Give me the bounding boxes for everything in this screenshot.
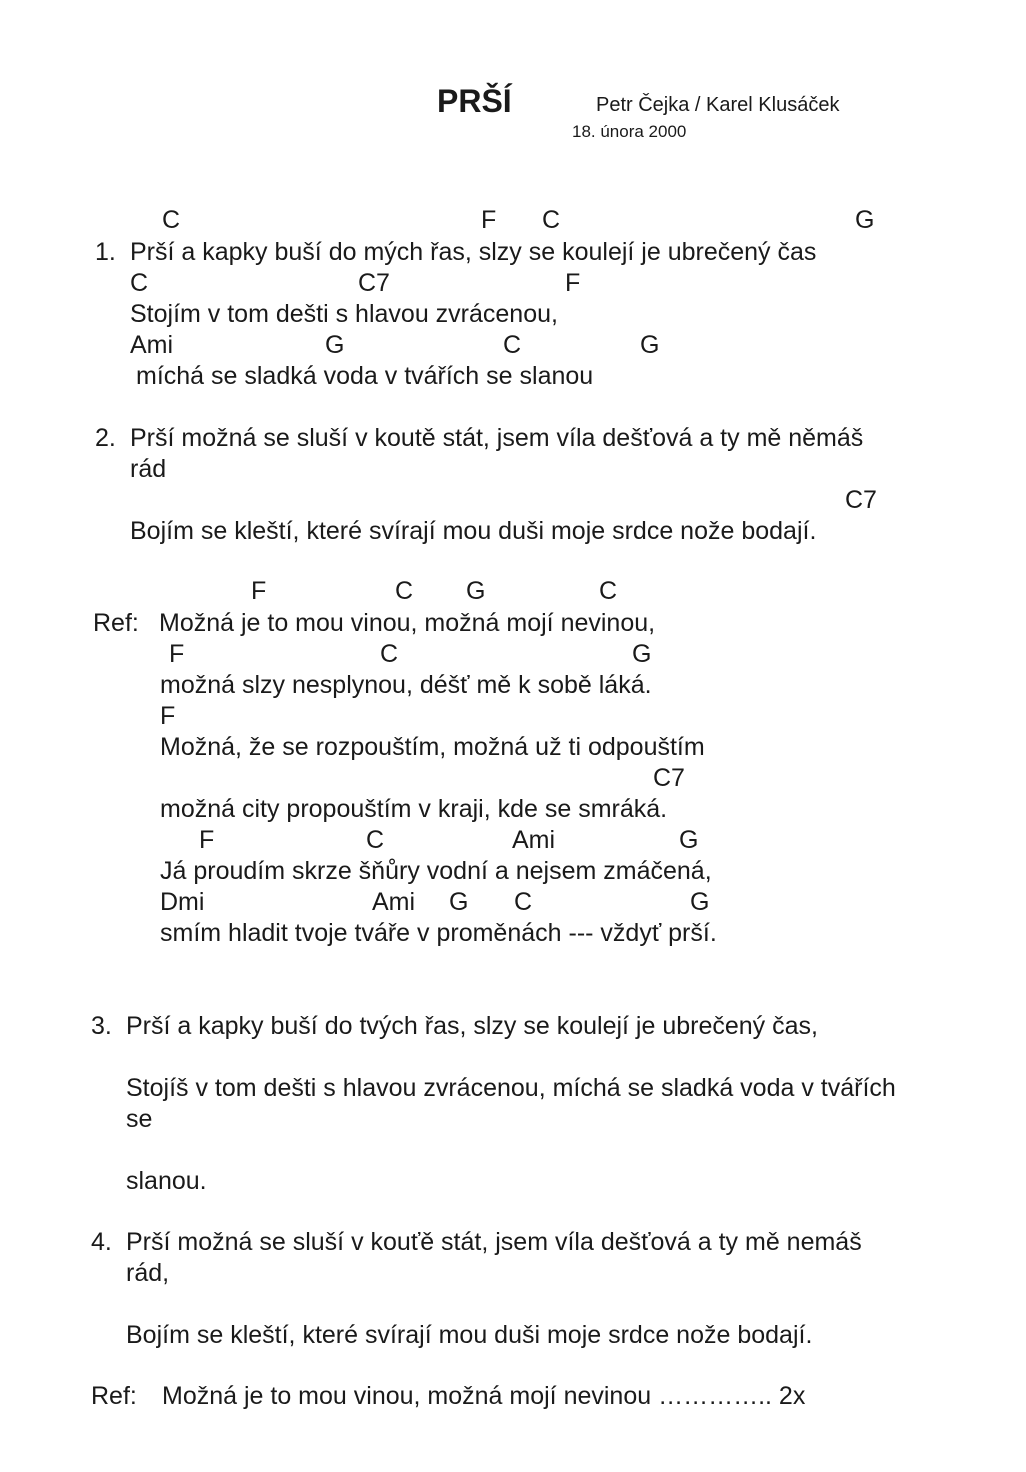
lyric-line-5: Prší a kapky buší do mých řas, slzy se koulejí je ubrečený čas: [130, 238, 817, 266]
song-date: 18. února 2000: [572, 122, 687, 141]
lyric-line-30: F: [160, 702, 176, 730]
lyric-line-32: C7: [653, 764, 685, 792]
lyric-line-10: Ami: [130, 331, 174, 359]
lyric-line-31: Možná, že se rozpouštím, možná už ti odpouštím: [160, 733, 705, 761]
lyric-line-48: se: [126, 1105, 153, 1133]
lyric-line-34: F: [199, 826, 215, 854]
lyric-line-15: 2.: [95, 424, 116, 452]
lyric-line-11: G: [325, 331, 345, 359]
lyric-line-35: C: [366, 826, 385, 854]
lyric-line-14: míchá se sladká voda v tvářích se slanou: [136, 362, 594, 390]
lyric-line-26: F: [169, 640, 185, 668]
lyric-line-24: Ref:: [93, 609, 139, 637]
lyric-line-3: G: [855, 206, 875, 234]
lyric-line-36: Ami: [512, 826, 556, 854]
lyric-line-17: rád: [130, 455, 167, 483]
lyric-line-53: Bojím se kleští, které svírají mou duši moje srdce nože bodají.: [126, 1321, 813, 1349]
lyric-line-55: Možná je to mou vinou, možná mojí nevinou ………….. 2x: [162, 1382, 806, 1410]
lyric-line-49: slanou.: [126, 1167, 207, 1195]
lyric-line-23: C: [599, 577, 618, 605]
lyric-line-25: Možná je to mou vinou, možná mojí nevinou,: [159, 609, 656, 637]
song-authors: Petr Čejka / Karel Klusáček: [596, 94, 840, 116]
lyric-line-44: smím hladit tvoje tváře v proměnách --- vždyť prší.: [160, 919, 717, 947]
lyric-line-9: Stojím v tom dešti s hlavou zvrácenou,: [130, 300, 558, 328]
lyric-line-47: Stojíš v tom dešti s hlavou zvrácenou, míchá se sladká voda v tvářích: [126, 1074, 896, 1102]
lyric-line-50: 4.: [91, 1228, 112, 1256]
lyric-line-6: C: [130, 269, 149, 297]
lyric-line-45: 3.: [91, 1012, 112, 1040]
lyric-line-38: Já proudím skrze šňůry vodní a nejsem zmáčená,: [160, 857, 712, 885]
lyric-line-37: G: [679, 826, 699, 854]
lyric-line-51: Prší možná se sluší v kouťě stát, jsem víla dešťová a ty mě nemáš: [126, 1228, 862, 1256]
lyric-line-46: Prší a kapky buší do tvých řas, slzy se koulejí je ubrečený čas,: [126, 1012, 818, 1040]
song-title: PRŠÍ: [437, 83, 512, 119]
lyric-line-0: C: [162, 206, 181, 234]
lyric-line-22: G: [466, 577, 486, 605]
lyric-line-41: G: [449, 888, 469, 916]
lyric-line-42: C: [514, 888, 533, 916]
lyric-line-33: možná city propouštím v kraji, kde se smráká.: [160, 795, 668, 823]
lyric-line-18: C7: [845, 486, 877, 514]
lyric-line-12: C: [503, 331, 522, 359]
lyric-line-4: 1.: [95, 238, 116, 266]
lyric-line-8: F: [565, 269, 581, 297]
lyric-line-1: F: [481, 206, 497, 234]
lyric-line-39: Dmi: [160, 888, 205, 916]
lyric-line-21: C: [395, 577, 414, 605]
lyric-line-29: možná slzy nesplynou, déšť mě k sobě láká.: [160, 671, 652, 699]
lyric-line-20: F: [251, 577, 267, 605]
lyric-line-40: Ami: [372, 888, 416, 916]
lyric-line-7: C7: [358, 269, 390, 297]
lyric-line-52: rád,: [126, 1259, 170, 1287]
lyric-line-54: Ref:: [91, 1382, 137, 1410]
lyric-line-2: C: [542, 206, 561, 234]
lyric-line-43: G: [690, 888, 710, 916]
lyric-line-27: C: [380, 640, 399, 668]
lyric-line-13: G: [640, 331, 660, 359]
lyric-line-28: G: [632, 640, 652, 668]
lyric-line-19: Bojím se kleští, které svírají mou duši moje srdce nože bodají.: [130, 517, 817, 545]
lyric-line-16: Prší možná se sluší v koutě stát, jsem víla dešťová a ty mě němáš: [130, 424, 864, 452]
